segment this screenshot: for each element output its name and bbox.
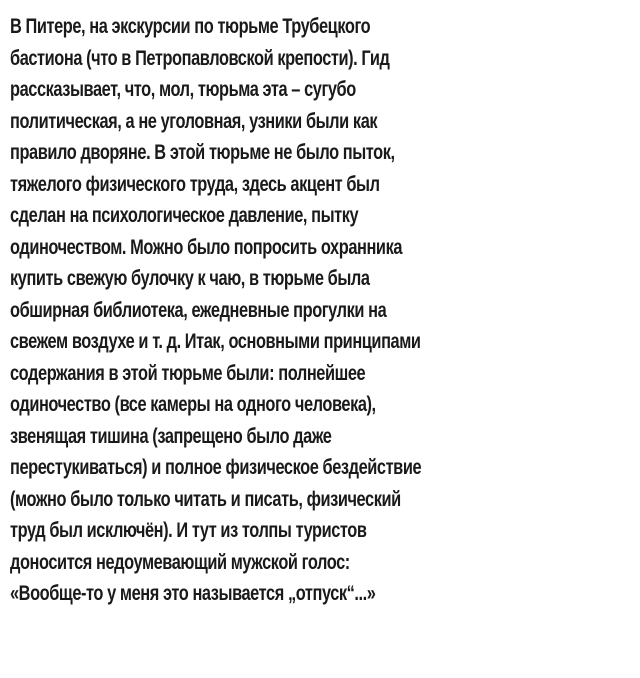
story-line: сделан на психологическое давление, пытку [10,204,359,227]
story-line: (можно было только читать и писать, физический [10,487,401,511]
story-line: содержания в этой тюрьме были: полнейшее [10,361,366,385]
story-line: купить свежую булочку к чаю, в тюрьме была [10,267,370,290]
story-line: доносится недоумевающий мужской голос: [10,550,350,574]
story-line: труд был исключён). И тут из толпы туристов [10,519,367,542]
story-line: звенящая тишина (запрещено было даже [10,424,332,448]
story-line: тяжелого физического труда, здесь акцент был [10,172,380,196]
story-line: рассказывает, что, мол, тюрьма эта – сугубо [10,78,356,101]
story-line: В Питере, на экскурсии по тюрьме Трубецкого [10,15,371,38]
story-text [10,11,636,610]
story-line: перестукиваться) и полное физическое бездействие [10,456,422,479]
story-line: политическая, а не уголовная, узники были как [10,109,378,133]
story-line: одиночество (все камеры на одного человека), [10,393,376,416]
story-line: одиночеством. Можно было попросить охранника [10,235,403,259]
story-line: свежем воздухе и т. д. Итак, основными принципами [10,330,421,353]
story-line: обширная библиотека, ежедневные прогулки на [10,298,387,322]
story-line: бастиона (что в Петропавловской крепости). Гид [10,46,390,70]
story-line: правило дворяне. В этой тюрьме не было пыток, [10,141,395,164]
story-line: «Вообще-то у меня это называется „отпуск“...» [10,582,376,605]
